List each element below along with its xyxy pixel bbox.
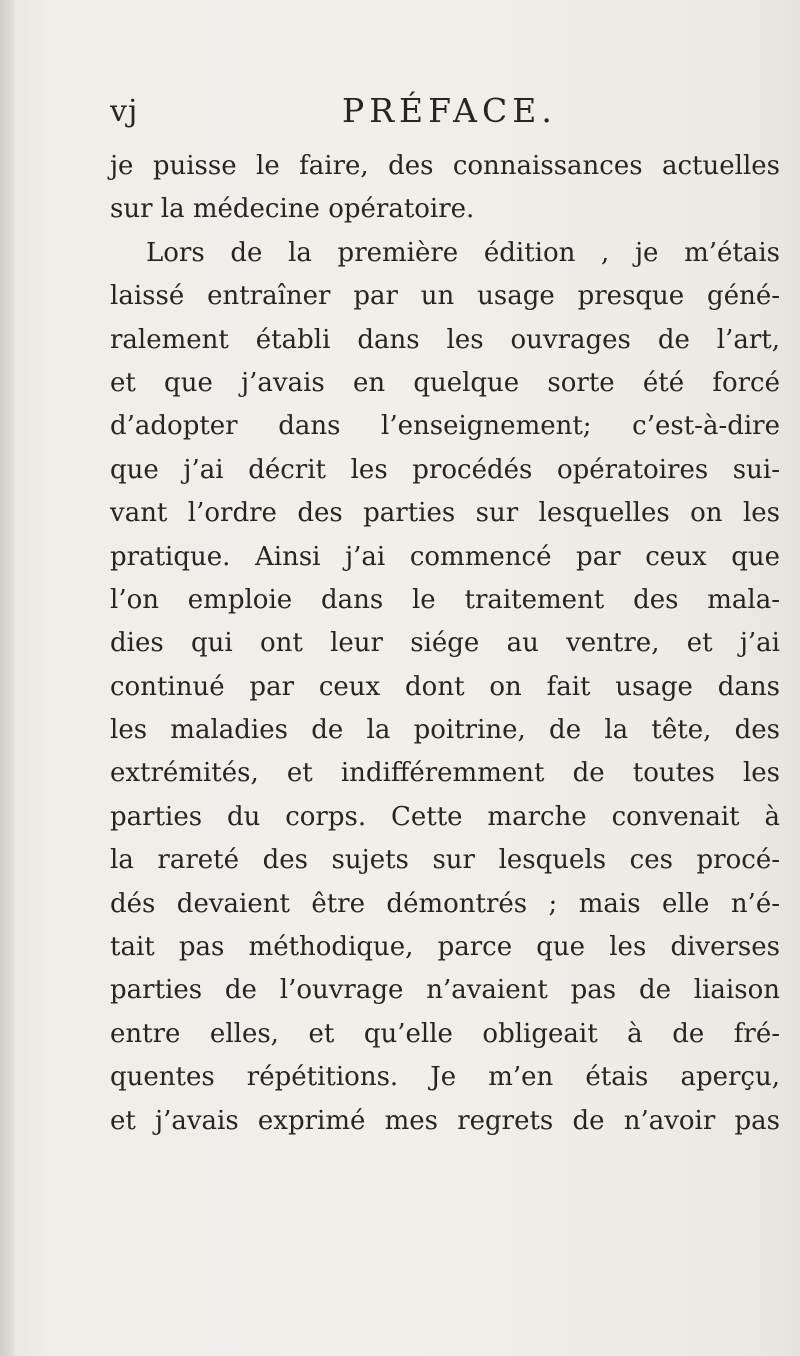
text-line: je puisse le faire, des connaissances actuelles bbox=[110, 151, 780, 181]
text-line: dés devaient être démontrés ; mais elle n’é- bbox=[110, 888, 780, 919]
text-line: quentes répétitions. Je m’en étais aperçu, bbox=[110, 1062, 780, 1093]
text-line: vant l’ordre des parties sur lesquelles on les bbox=[110, 498, 780, 529]
text-line: dies qui ont leur siége au ventre, et j’ai bbox=[110, 628, 780, 659]
text-line: tait pas méthodique, parce que les diverses bbox=[110, 932, 780, 963]
text-line: parties de l’ouvrage n’avaient pas de liaison bbox=[110, 975, 780, 1006]
text-line: sur la médecine opératoire. bbox=[110, 194, 475, 225]
text-line: continué par ceux dont on fait usage dans bbox=[110, 671, 780, 702]
page-header bbox=[0, 78, 800, 138]
text-line: d’adopter dans l’enseignement; c’est-à-dire bbox=[110, 411, 780, 442]
text-line: extrémités, et indifféremment de toutes les bbox=[110, 758, 780, 789]
text-line: et j’avais exprimé mes regrets de n’avoir pas bbox=[110, 1105, 780, 1136]
text-line: l’on emploie dans le traitement des mala- bbox=[110, 584, 780, 615]
body-text bbox=[110, 145, 780, 1143]
text-line: parties du corps. Cette marche convenait à bbox=[110, 801, 780, 832]
paragraph-first-line: Lors de la première édition , je m’étais bbox=[146, 237, 780, 268]
text-line: les maladies de la poitrine, de la tête, des bbox=[110, 715, 780, 746]
text-line: la rareté des sujets sur lesquels ces procé- bbox=[110, 845, 780, 876]
text-line: pratique. Ainsi j’ai commencé par ceux que bbox=[110, 541, 780, 572]
running-title: PRÉFACE. bbox=[342, 91, 557, 130]
text-line: et que j’avais en quelque sorte été forcé bbox=[110, 367, 780, 398]
text-line: laissé entraîner par un usage presque géné- bbox=[110, 281, 780, 312]
text-line: ralement établi dans les ouvrages de l’art, bbox=[110, 324, 780, 355]
text-line: que j’ai décrit les procédés opératoires sui- bbox=[110, 454, 780, 485]
text-line: entre elles, et qu’elle obligeait à de fré- bbox=[110, 1018, 780, 1049]
page-binding-edge bbox=[0, 0, 14, 1356]
page-number: vj bbox=[110, 94, 139, 129]
